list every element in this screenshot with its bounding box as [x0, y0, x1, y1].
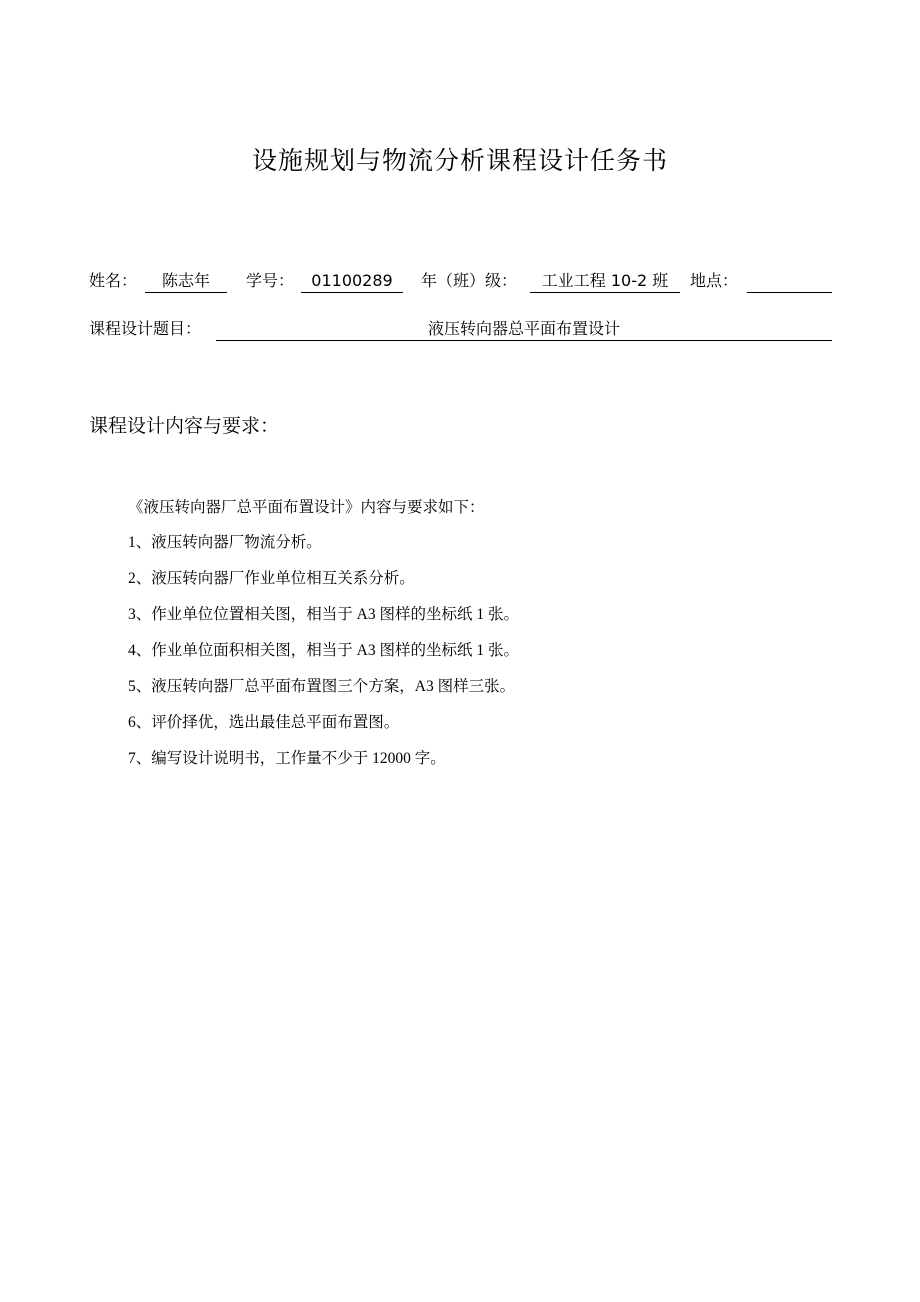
section-heading: 课程设计内容与要求： — [89, 415, 280, 437]
list-item: 4、作业单位面积相关图，相当于 A3 图样的坐标纸 1 张。 — [128, 642, 519, 659]
list-item: 6、评价择优，选出最佳总平面布置图。 — [128, 714, 400, 731]
topic-field: 液压转向器总平面布置设计 — [216, 316, 832, 341]
class-label: 年（班）级： — [421, 271, 518, 290]
name-label: 姓名： — [89, 271, 138, 290]
requirements-intro: 《液压转向器厂总平面布置设计》内容与要求如下： — [128, 499, 485, 516]
list-item: 2、液压转向器厂作业单位相互关系分析。 — [128, 570, 415, 587]
list-item: 5、液压转向器厂总平面布置图三个方案，A3 图样三张。 — [128, 678, 516, 695]
requirements-content — [128, 490, 828, 777]
document-title: 设施规划与物流分析课程设计任务书 — [251, 146, 668, 175]
student-id-label: 学号： — [246, 271, 295, 290]
list-item: 7、编写设计说明书，工作量不少于 12000 字。 — [128, 750, 446, 767]
student-info-row — [89, 268, 834, 294]
name-field: 陈志年 — [145, 268, 227, 293]
requirements-list — [128, 525, 828, 777]
list-item: 3、作业单位位置相关图，相当于 A3 图样的坐标纸 1 张。 — [128, 606, 519, 623]
list-item: 1、液压转向器厂物流分析。 — [128, 534, 322, 551]
topic-label: 课程设计题目： — [89, 319, 202, 338]
topic-row — [89, 316, 834, 342]
student-id-field: 01100289 — [301, 268, 403, 293]
location-label: 地点： — [690, 271, 739, 290]
location-field — [747, 268, 832, 293]
class-field: 工业工程 10-2 班 — [530, 268, 680, 293]
